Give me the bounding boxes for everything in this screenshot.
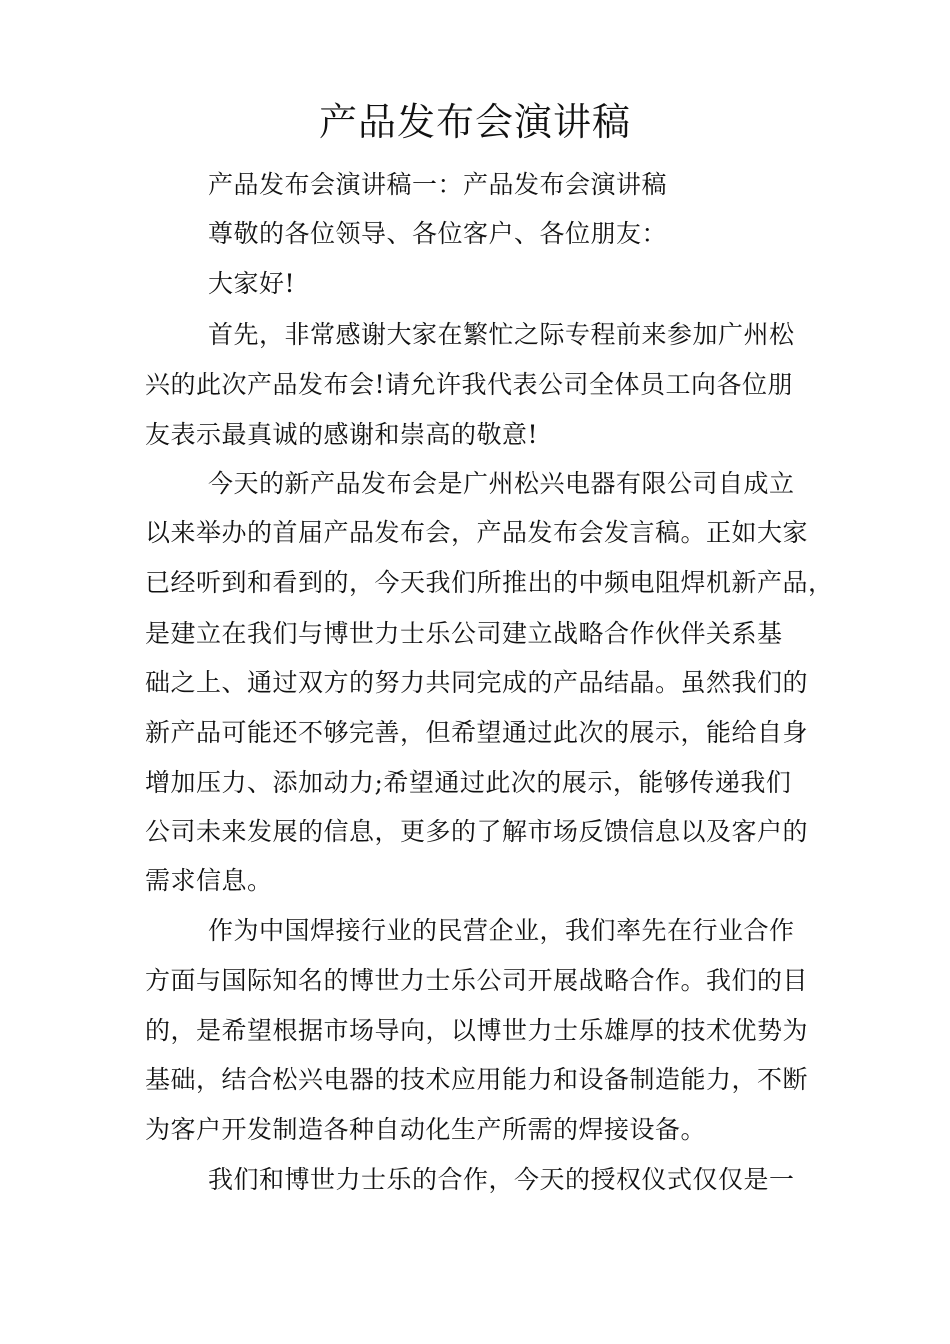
text-line: 兴的此次产品发布会!请允许我代表公司全体员工向各位朋 bbox=[145, 370, 794, 399]
text-line: 今天的新产品发布会是广州松兴电器有限公司自成立 bbox=[208, 469, 795, 498]
text-line: 基础，结合松兴电器的技术应用能力和设备制造能力，不断 bbox=[145, 1065, 809, 1094]
text-line: 尊敬的各位领导、各位客户、各位朋友： bbox=[208, 219, 668, 248]
document-title: 产品发布会演讲稿 bbox=[318, 100, 631, 144]
text-line: 新产品可能还不够完善，但希望通过此次的展示，能给自身 bbox=[145, 718, 809, 747]
text-line: 以来举办的首届产品发布会，产品发布会发言稿。正如大家 bbox=[145, 518, 809, 547]
text-line: 础之上、通过双方的努力共同完成的产品结晶。虽然我们的 bbox=[145, 668, 809, 697]
text-line: 需求信息。 bbox=[145, 866, 273, 895]
text-line: 增加压力、添加动力;希望通过此次的展示，能够传递我们 bbox=[145, 768, 792, 797]
text-line: 我们和博世力士乐的合作，今天的授权仪式仅仅是一 bbox=[208, 1165, 795, 1194]
text-line: 的，是希望根据市场导向，以博世力士乐雄厚的技术优势为 bbox=[145, 1016, 809, 1045]
text-line: 为客户开发制造各种自动化生产所需的焊接设备。 bbox=[145, 1115, 707, 1144]
text-line: 公司未来发展的信息，更多的了解市场反馈信息以及客户的 bbox=[145, 817, 809, 846]
text-line: 友表示最真诚的感谢和崇高的敬意! bbox=[145, 420, 539, 449]
text-line: 大家好! bbox=[208, 269, 296, 298]
text-line: 首先，非常感谢大家在繁忙之际专程前来参加广州松 bbox=[208, 320, 795, 349]
text-line: 方面与国际知名的博世力士乐公司开展战略合作。我们的目 bbox=[145, 966, 809, 995]
text-line: 产品发布会演讲稿一：产品发布会演讲稿 bbox=[208, 170, 668, 199]
text-line: 作为中国焊接行业的民营企业，我们率先在行业合作 bbox=[208, 916, 795, 945]
text-line: 是建立在我们与博世力士乐公司建立战略合作伙伴关系基 bbox=[145, 619, 783, 648]
text-line: 已经听到和看到的，今天我们所推出的中频电阻焊机新产品， bbox=[145, 568, 834, 597]
